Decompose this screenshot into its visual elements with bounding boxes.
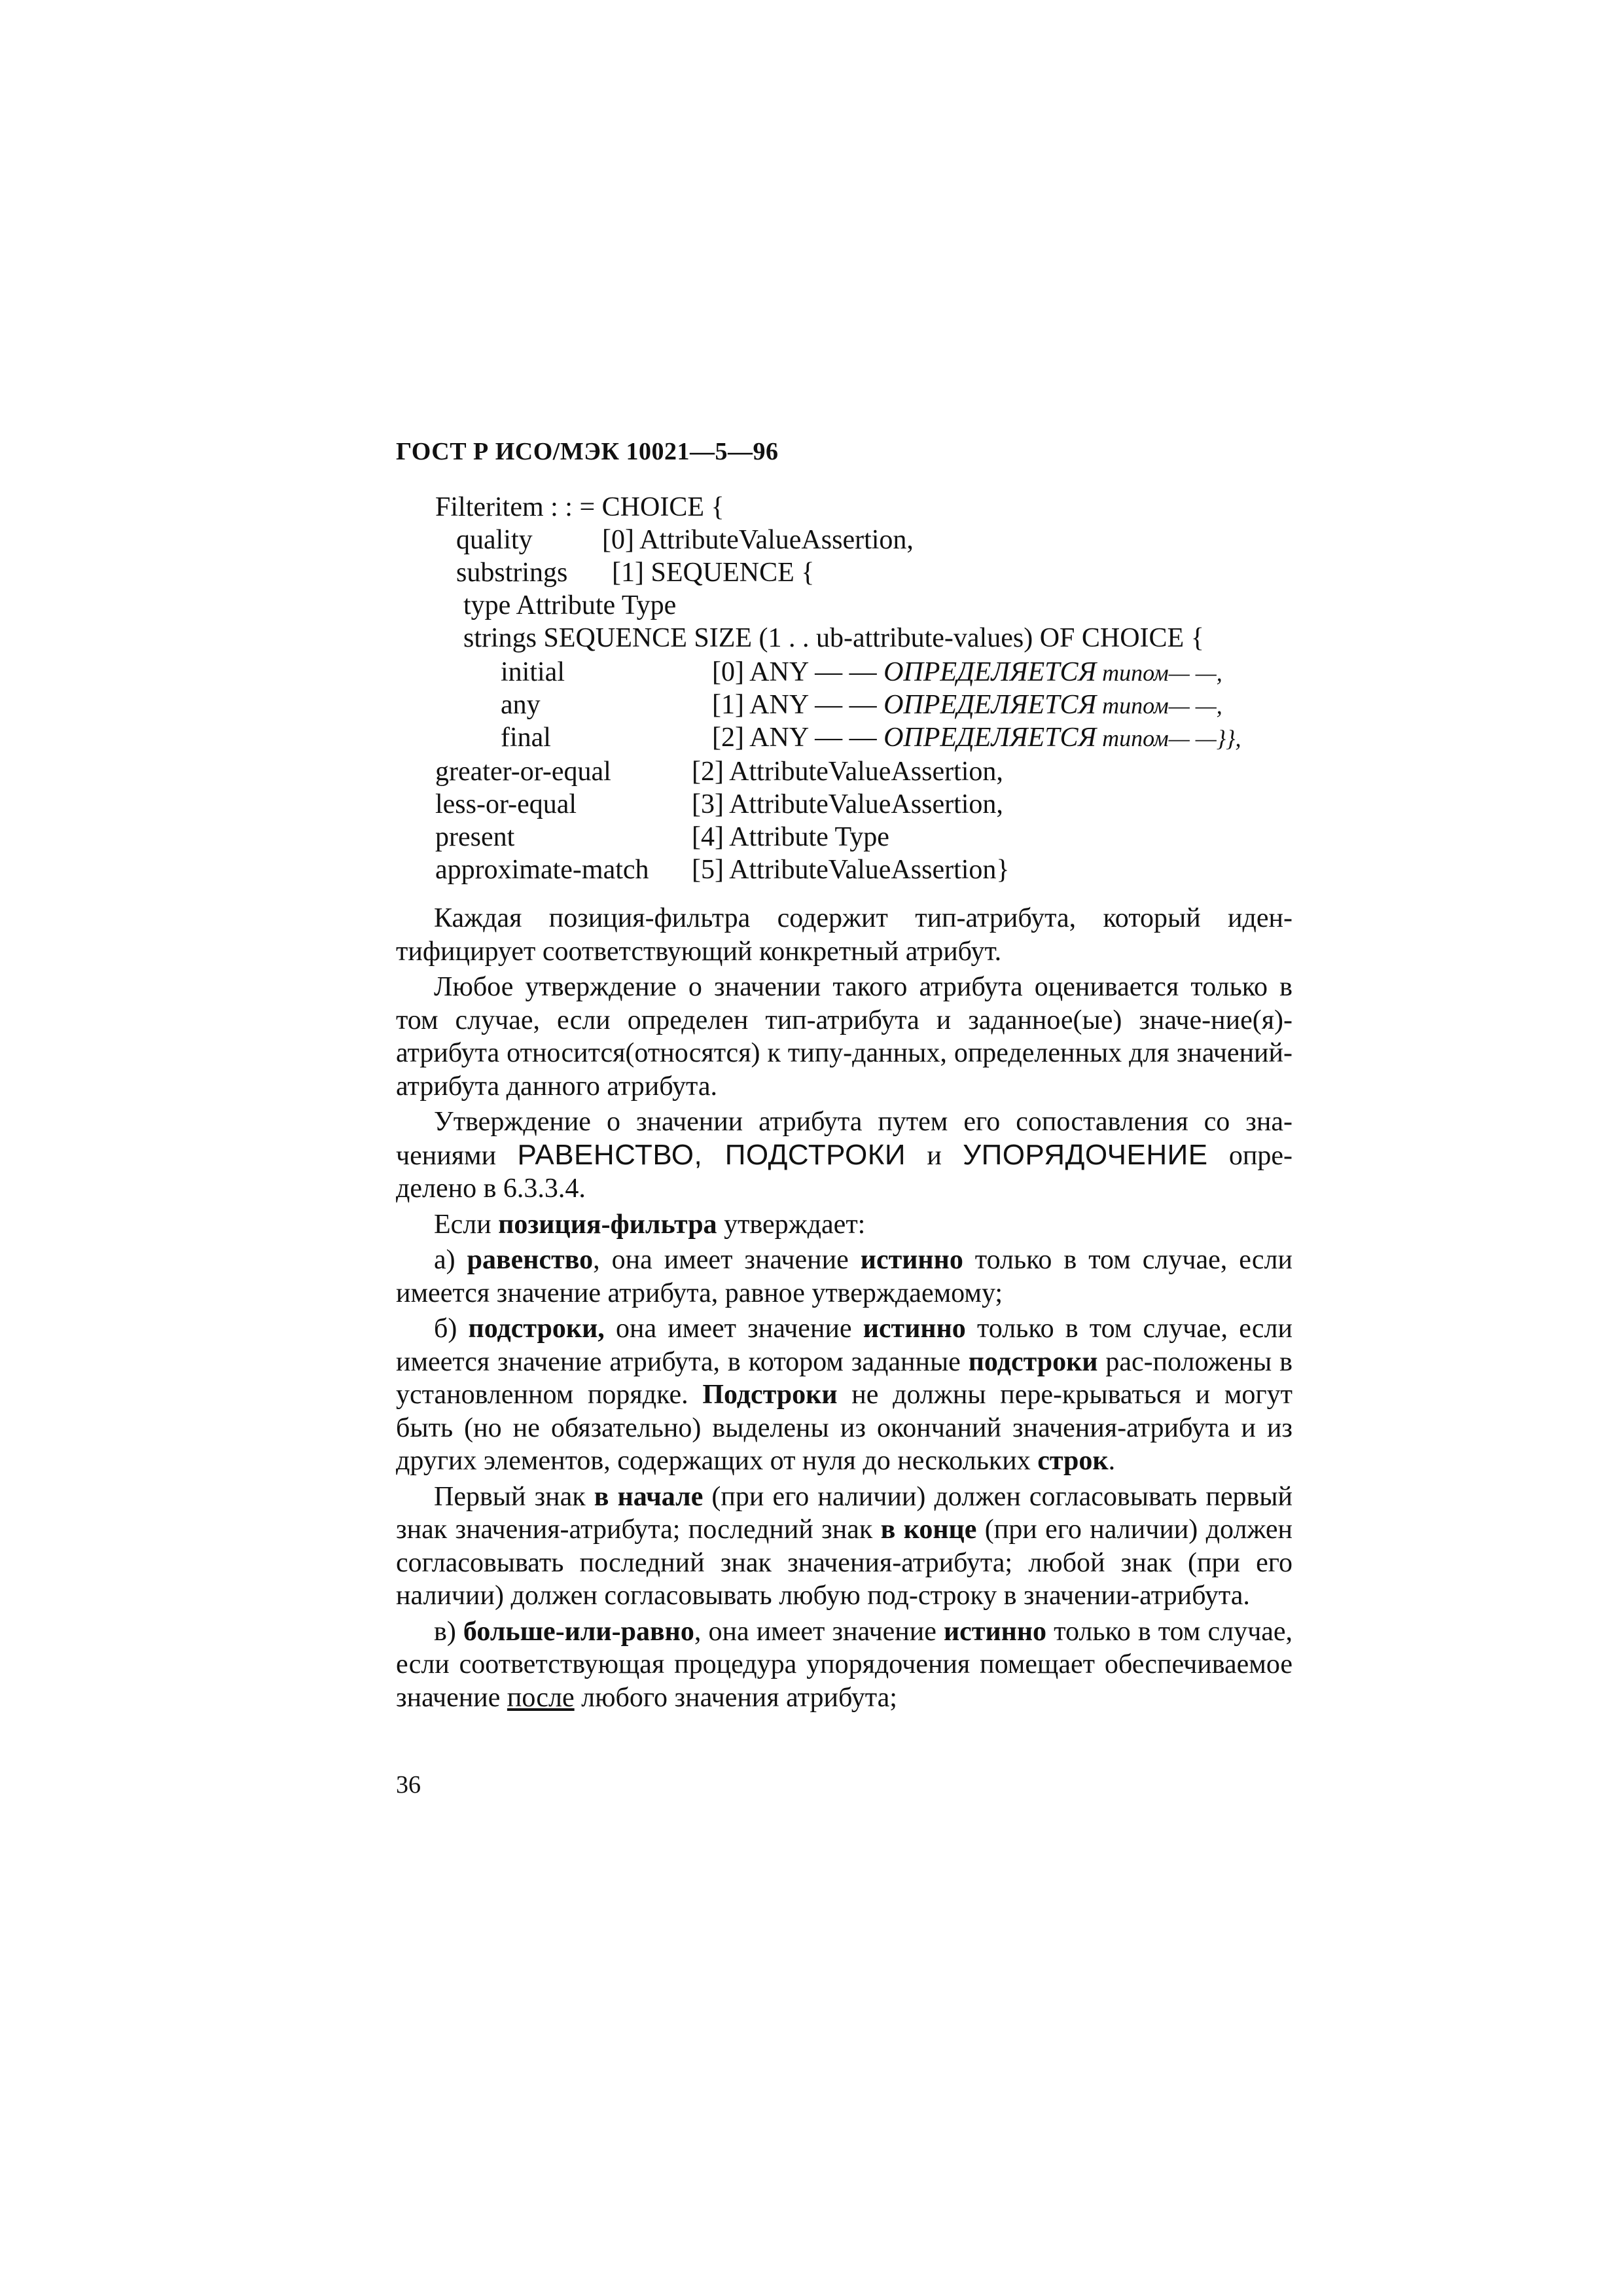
body-text [396,902,1293,1717]
code-label: initial [501,657,565,687]
code-label: substrings [456,558,568,588]
code-value: [4] Attribute Type [692,822,889,852]
paragraph: а) равенство, она имеет значение истинно только в том случае, если имеется значение атрибута, равное утверждаемому; [396,1245,1293,1308]
code-line: type Attribute Type [463,590,677,620]
page-number: 36 [396,1771,421,1799]
code-value: [0] AttributeValueAssertion, [602,525,914,555]
code-value: [3] AttributeValueAssertion, [692,789,1003,819]
code-value: [2] AttributeValueAssertion, [692,757,1003,787]
code-label: quality [456,525,533,555]
code-label: present [435,822,515,852]
document-header: ГОСТ Р ИСО/МЭК 10021—5—96 [396,438,779,465]
paragraph: в) больше-или-равно, она имеет значение истинно только в том случае, если соответствующая процедура упорядочения помещает обеспечиваемое значение после любого значения атрибута; [396,1616,1293,1713]
code-line: Filteritem : : = CHOICE { [435,492,724,522]
code-label: less-or-equal [435,789,577,819]
code-label: approximate-match [435,855,649,885]
paragraph: Любое утверждение о значении такого атрибута оценивается только в том случае, если определен тип-атрибута и заданное(ые) значе-ние(я)-атрибута относится(относятся) к типу-данных, определенных для значений-атрибута данного атрибута. [396,972,1293,1102]
paragraph: б) подстроки, она имеет значение истинно только в том случае, если имеется значение атрибута, в котором заданные подстроки рас-положены в установленном порядке. Подстроки не должны пере-крываться и могут быть (но не обязательно) выделены из окончаний значения-атрибута и из других элементов, содержащих от нуля до нескольких строк. [396,1314,1293,1476]
code-value: [1] SEQUENCE { [612,558,815,588]
code-label: final [501,723,551,753]
paragraph: Каждая позиция-фильтра содержит тип-атрибута, который иден-тифицирует соответствующий конкретный атрибут. [396,903,1293,967]
paragraph: Если позиция-фильтра утверждает: [434,1209,866,1240]
code-value: [5] AttributeValueAssertion} [692,855,1010,885]
code-value: [0] ANY — — ОПРЕДЕЛЯЕТСЯ типом— —, [712,657,1222,687]
paragraph: Первый знак в начале (при его наличии) должен согласовывать первый знак значения-атрибута; последний знак в конце (при его наличии) должен согласовывать последний знак значения-атрибута; любой знак (при его наличии) должен согласовывать любую под-строку в значении-атрибута. [396,1481,1293,1611]
code-line: strings SEQUENCE SIZE (1 . . ub-attribute-values) OF CHOICE { [463,623,1204,653]
code-label: greater-or-equal [435,757,611,787]
code-label: any [501,690,541,720]
code-value: [1] ANY — — ОПРЕДЕЛЯЕТСЯ типом— —, [712,690,1222,720]
paragraph: Утверждение о значении атрибута путем его сопоставления со зна-чениями РАВЕНСТВО, ПОДСТРОКИ и УПОРЯДОЧЕНИЕ опре-делено в 6.3.3.4. [396,1107,1293,1204]
code-value: [2] ANY — — ОПРЕДЕЛЯЕТСЯ типом— —}}, [712,723,1241,753]
